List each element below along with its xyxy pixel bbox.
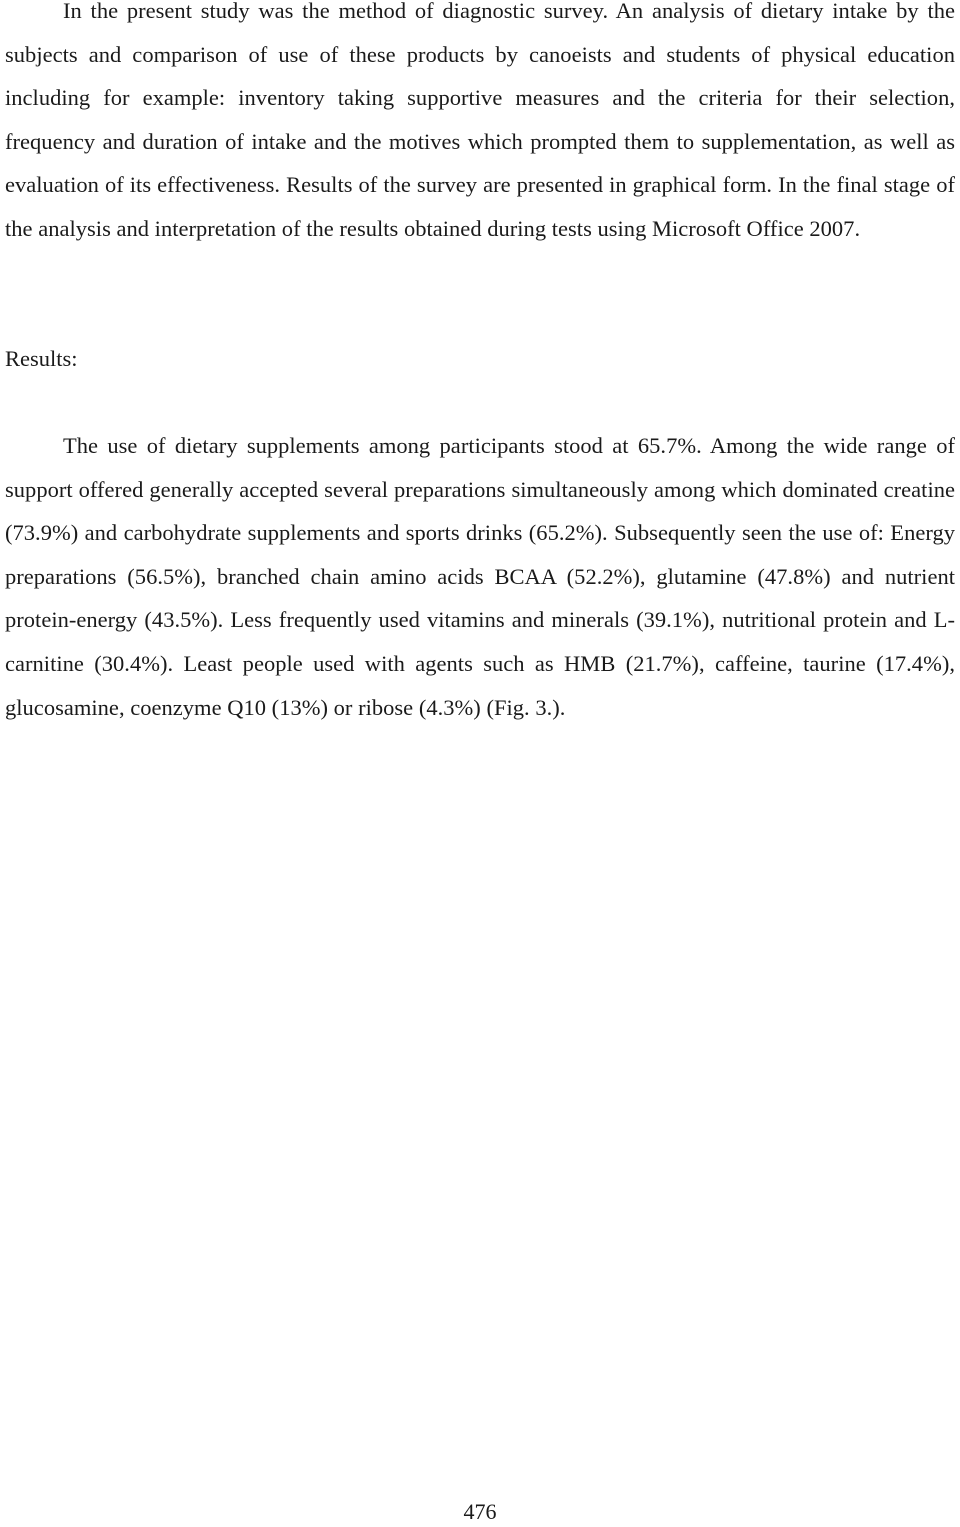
results-paragraph: The use of dietary supplements among participants stood at 65.7%. Among the wide range of support offered generally accepted several preparations simultaneously among which dominated creatine (73.9%) and carbohydrate supplements and sports drinks (65.2%). Subsequently seen the use of: Energy preparations (56.5%), branched chain amino acids BCAA (52.2%), glutamine (47.8%) and nutrient protein-energy (43.5%). Less frequently used vitamins and minerals (39.1%), nutritional protein and L-carnitine (30.4%). Least people used with agents such as HMB (21.7%), caffeine, taurine (17.4%), glucosamine, coenzyme Q10 (13%) or ribose (4.3%) (Fig. 3.). <box>5 433 955 720</box>
results-heading: Results: <box>5 346 78 371</box>
method-paragraph: In the present study was the method of diagnostic survey. An analysis of dietary intake by the subjects and comparison of use of these products by canoeists and students of physical education including for example: inventory taking supportive measures and the criteria for their selection, frequency and duration of intake and the motives which prompted them to supplementation, as well as evaluation of its effectiveness. Results of the survey are presented in graphical form. In the final stage of the analysis and interpretation of the results obtained during tests using Microsoft Office 2007. <box>5 0 955 241</box>
page-number: 476 <box>463 1499 497 1524</box>
